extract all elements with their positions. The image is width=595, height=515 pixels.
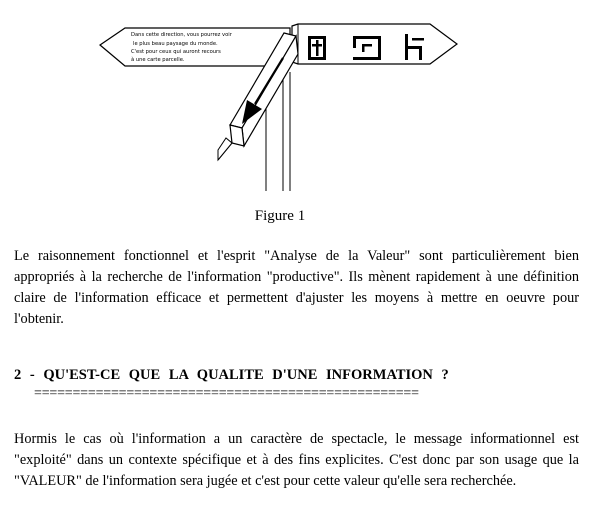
- sign-text-line-1: Dans cette direction, vous pourrez voir: [131, 32, 232, 38]
- right-glyph-sign: [292, 24, 457, 64]
- sign-text-line-4: à une carte parcelle.: [131, 57, 185, 63]
- left-text-sign: [100, 28, 290, 66]
- signpost-figure: [0, 0, 595, 200]
- heading-underline: ==================================================: [34, 386, 419, 401]
- section-heading: 2 - QU'EST-CE QUE LA QUALITE D'UNE INFORMATION ?: [14, 367, 449, 383]
- paragraph-2: Hormis le cas où l'information a un caractère de spectacle, le message informationnel est "exploité" dans un contexte spécifique et à des fins explicites. C'est donc par son usage que la "VALEUR" de l'information sera jugée et c'est pour cette valeur qu'elle sera recherchée.: [14, 431, 579, 489]
- sign-text-line-3: C'est pour ceux qui auront recours: [131, 49, 221, 55]
- figure-caption: Figure 1: [254, 208, 306, 224]
- paragraph-1: Le raisonnement fonctionnel et l'esprit "Analyse de la Valeur" sont particulièrement bien appropriés à la recherche de l'information "productive". Ils mènent rapidement à une définition claire de l'information efficace et permettent d'ajuster les moyens à mettre en oeuvre pour l'obtenir.: [14, 248, 579, 327]
- sign-text-line-2: le plus beau paysage du monde.: [133, 41, 218, 47]
